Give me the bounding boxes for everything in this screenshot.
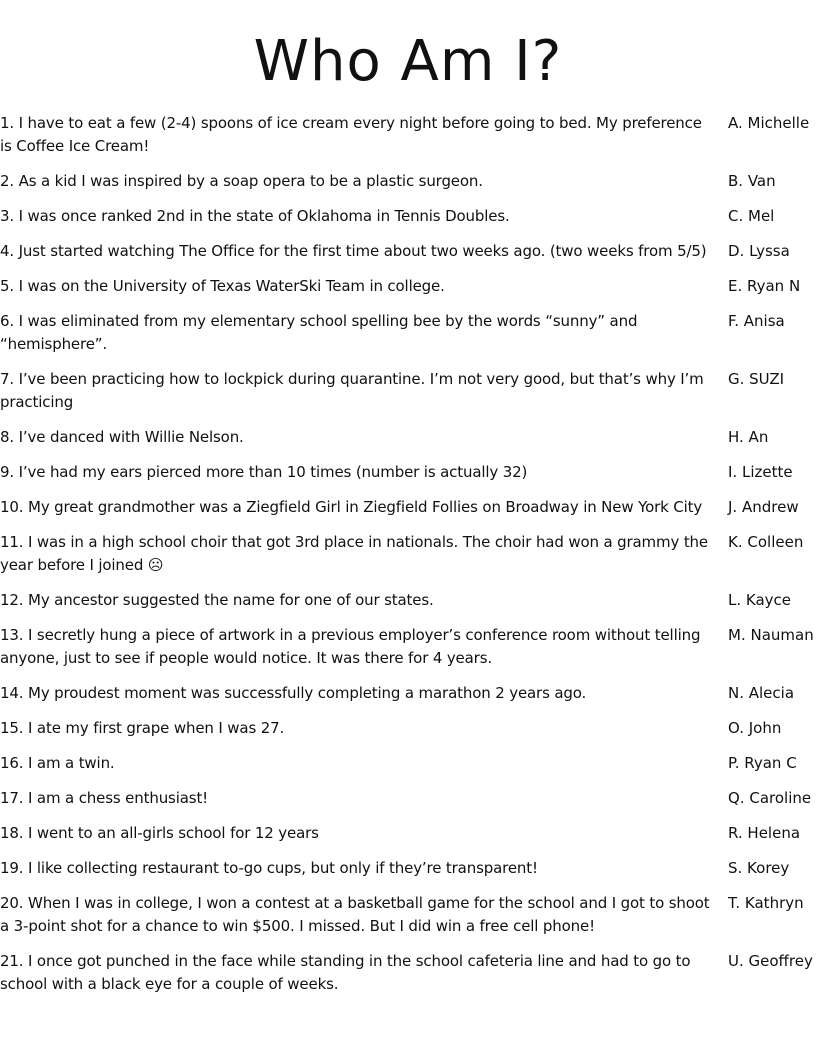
name-option: G. SUZI bbox=[728, 370, 785, 388]
list-item bbox=[0, 368, 816, 414]
statement-text: 3. I was once ranked 2nd in the state of Oklahoma in Tennis Doubles. bbox=[0, 207, 510, 225]
list-item bbox=[0, 892, 816, 938]
name-option: M. Nauman bbox=[728, 626, 814, 644]
name-option: U. Geoffrey bbox=[728, 952, 813, 970]
name-option: L. Kayce bbox=[728, 591, 792, 609]
statement-text: 6. I was eliminated from my elementary school spelling bee by the words “sunny” and “hemisphere”. bbox=[0, 312, 638, 353]
statement-text: 8. I’ve danced with Willie Nelson. bbox=[0, 428, 244, 446]
name-option: J. Andrew bbox=[728, 498, 799, 516]
name-option: R. Helena bbox=[728, 824, 801, 842]
name-option: H. An bbox=[728, 428, 769, 446]
list-item bbox=[0, 752, 816, 775]
name-option: B. Van bbox=[728, 172, 776, 190]
statement-text: 17. I am a chess enthusiast! bbox=[0, 789, 209, 807]
statement-text: 12. My ancestor suggested the name for one of our states. bbox=[0, 591, 434, 609]
name-option: N. Alecia bbox=[728, 684, 795, 702]
statement-text: 18. I went to an all-girls school for 12 years bbox=[0, 824, 319, 842]
statement-text: 1. I have to eat a few (2-4) spoons of ice cream every night before going to bed. My preference is Coffee Ice Cream! bbox=[0, 114, 702, 155]
statement-text: 15. I ate my first grape when I was 27. bbox=[0, 719, 285, 737]
list-item bbox=[0, 822, 816, 845]
list-item bbox=[0, 205, 816, 228]
statement-list bbox=[0, 112, 816, 996]
name-option: T. Kathryn bbox=[728, 894, 804, 912]
statement-text: 2. As a kid I was inspired by a soap opera to be a plastic surgeon. bbox=[0, 172, 483, 190]
list-item bbox=[0, 787, 816, 810]
statement-text: 21. I once got punched in the face while standing in the school cafeteria line and had to go to school with a black eye for a couple of weeks. bbox=[0, 952, 691, 993]
statement-text: 9. I’ve had my ears pierced more than 10 times (number is actually 32) bbox=[0, 463, 528, 481]
list-item bbox=[0, 170, 816, 193]
name-option: C. Mel bbox=[728, 207, 775, 225]
list-item bbox=[0, 589, 816, 612]
list-item bbox=[0, 461, 816, 484]
list-item bbox=[0, 275, 816, 298]
list-item bbox=[0, 310, 816, 356]
list-item bbox=[0, 426, 816, 449]
name-option: F. Anisa bbox=[728, 312, 785, 330]
statement-text: 7. I’ve been practicing how to lockpick during quarantine. I’m not very good, but that’s why I’m practicing bbox=[0, 370, 704, 411]
statement-text: 13. I secretly hung a piece of artwork in a previous employer’s conference room without telling anyone, just to see if people would notice. It was there for 4 years. bbox=[0, 626, 701, 667]
name-option: A. Michelle bbox=[728, 114, 810, 132]
list-item bbox=[0, 240, 816, 263]
statement-text: 14. My proudest moment was successfully completing a marathon 2 years ago. bbox=[0, 684, 587, 702]
name-option: K. Colleen bbox=[728, 533, 804, 551]
statement-text: 20. When I was in college, I won a contest at a basketball game for the school and I got to shoot a 3-point shot for a chance to win $500. I missed. But I did win a free cell phone! bbox=[0, 894, 710, 935]
page-title: Who Am I? bbox=[253, 29, 563, 94]
list-item bbox=[0, 682, 816, 705]
name-option: I. Lizette bbox=[728, 463, 793, 481]
list-item bbox=[0, 717, 816, 740]
name-option: O. John bbox=[728, 719, 782, 737]
statement-text: 19. I like collecting restaurant to-go cups, but only if they’re transparent! bbox=[0, 859, 538, 877]
name-option: D. Lyssa bbox=[728, 242, 790, 260]
list-item bbox=[0, 624, 816, 670]
name-option: S. Korey bbox=[728, 859, 790, 877]
list-item bbox=[0, 112, 816, 158]
list-item bbox=[0, 531, 816, 577]
name-option: E. Ryan N bbox=[728, 277, 801, 295]
statement-text: 16. I am a twin. bbox=[0, 754, 115, 772]
statement-text: 11. I was in a high school choir that got 3rd place in nationals. The choir had won a grammy the year before I joined ☹ bbox=[0, 533, 708, 574]
name-option: P. Ryan C bbox=[728, 754, 797, 772]
statement-text: 5. I was on the University of Texas WaterSki Team in college. bbox=[0, 277, 445, 295]
statement-text: 10. My great grandmother was a Ziegfield Girl in Ziegfield Follies on Broadway in New York City bbox=[0, 498, 703, 516]
statement-text: 4. Just started watching The Office for the first time about two weeks ago. (two weeks from 5/5) bbox=[0, 242, 707, 260]
list-item bbox=[0, 950, 816, 996]
list-item bbox=[0, 857, 816, 880]
list-item bbox=[0, 496, 816, 519]
name-option: Q. Caroline bbox=[728, 789, 812, 807]
